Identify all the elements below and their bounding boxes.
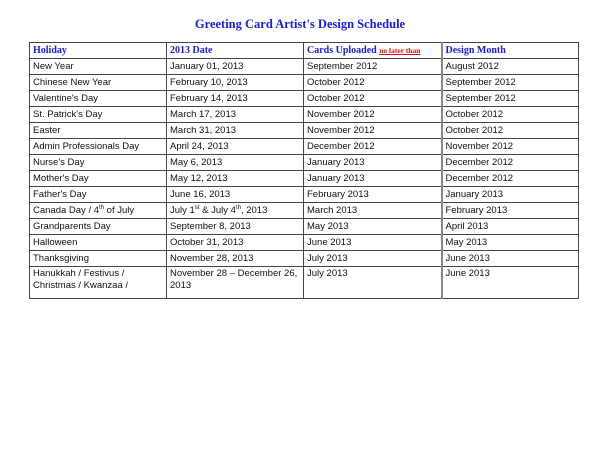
cell-uploaded: December 2012 [304,139,442,155]
cell-design-month: December 2012 [442,155,579,171]
cell-design-month: January 2013 [442,187,579,203]
date-text: & July 4 [199,205,236,216]
cell-uploaded: September 2012 [304,59,442,75]
cell-date: September 8, 2013 [167,219,304,235]
cell-date: November 28 – December 26, 2013 [167,267,304,299]
cell-uploaded: May 2013 [304,219,442,235]
cell-holiday: Easter [30,123,167,139]
cell-date: February 10, 2013 [167,75,304,91]
cell-holiday: St. Patrick's Day [30,107,167,123]
header-design-month: Design Month [442,43,579,59]
table-row [30,187,579,203]
cell-uploaded: February 2013 [304,187,442,203]
table-row [30,155,579,171]
document-title: Greeting Card Artist's Design Schedule [194,17,406,31]
table-row [30,171,579,187]
cell-holiday: Mother's Day [30,171,167,187]
design-schedule-table [29,42,579,299]
cell-uploaded: January 2013 [304,171,442,187]
cell-uploaded: November 2012 [304,107,442,123]
cell-design-month: October 2012 [442,123,579,139]
cell-date: May 12, 2013 [167,171,304,187]
cell-design-month: June 2013 [442,267,579,299]
table-row [30,59,579,75]
cell-design-month: December 2012 [442,171,579,187]
cell-holiday: Hanukkah / Festivus / Christmas / Kwanzaa / [30,267,167,299]
table-row [30,107,579,123]
cell-design-month: May 2013 [442,235,579,251]
cell-design-month: September 2012 [442,91,579,107]
cell-holiday: Grandparents Day [30,219,167,235]
cell-date: January 01, 2013 [167,59,304,75]
cell-uploaded: March 2013 [304,203,442,219]
cell-date: November 28, 2013 [167,251,304,267]
cell-holiday: Thanksgiving [30,251,167,267]
table-row [30,203,579,219]
cell-holiday: Chinese New Year [30,75,167,91]
date-text: , 2013 [240,205,268,216]
cell-holiday [30,203,167,219]
holiday-text: of July [104,205,135,216]
table-row [30,91,579,107]
cell-uploaded: October 2012 [304,91,442,107]
holiday-text: Canada Day / 4 [33,205,100,216]
table-row [30,235,579,251]
cell-holiday: New Year [30,59,167,75]
cell-date: June 16, 2013 [167,187,304,203]
cell-date: October 31, 2013 [167,235,304,251]
cell-design-month: April 2013 [442,219,579,235]
cell-holiday: Nurse's Day [30,155,167,171]
table-row [30,139,579,155]
cell-uploaded: October 2012 [304,75,442,91]
ordinal-suffix: th [235,205,241,211]
cell-uploaded: January 2013 [304,155,442,171]
cell-uploaded: July 2013 [304,267,442,299]
cell-date: March 31, 2013 [167,123,304,139]
no-later-than-qualifier: no later than [379,46,421,55]
header-date: 2013 Date [167,43,304,59]
ordinal-suffix: th [99,205,105,211]
table-row [30,75,579,91]
cell-design-month: February 2013 [442,203,579,219]
cell-date: March 17, 2013 [167,107,304,123]
cell-design-month: June 2013 [442,251,579,267]
header-cards-uploaded [304,43,442,59]
cell-design-month: September 2012 [442,75,579,91]
table-row [30,123,579,139]
cell-date: April 24, 2013 [167,139,304,155]
cell-design-month: November 2012 [442,139,579,155]
cell-uploaded: July 2013 [304,251,442,267]
cell-holiday: Valentine's Day [30,91,167,107]
header-holiday: Holiday [30,43,167,59]
date-text: July 1 [170,205,195,216]
cell-uploaded: November 2012 [304,123,442,139]
table-row [30,219,579,235]
cell-uploaded: June 2013 [304,235,442,251]
cell-holiday: Father's Day [30,187,167,203]
cell-design-month: October 2012 [442,107,579,123]
cell-design-month: August 2012 [442,59,579,75]
cell-date: February 14, 2013 [167,91,304,107]
cell-holiday: Halloween [30,235,167,251]
table-row [30,267,579,299]
table-row [30,251,579,267]
cell-date [167,203,304,219]
ordinal-suffix: st [194,205,200,211]
cell-date: May 6, 2013 [167,155,304,171]
cell-holiday: Admin Professionals Day [30,139,167,155]
table-header-row [30,43,579,59]
header-cards-uploaded-label: Cards Uploaded [307,45,377,56]
